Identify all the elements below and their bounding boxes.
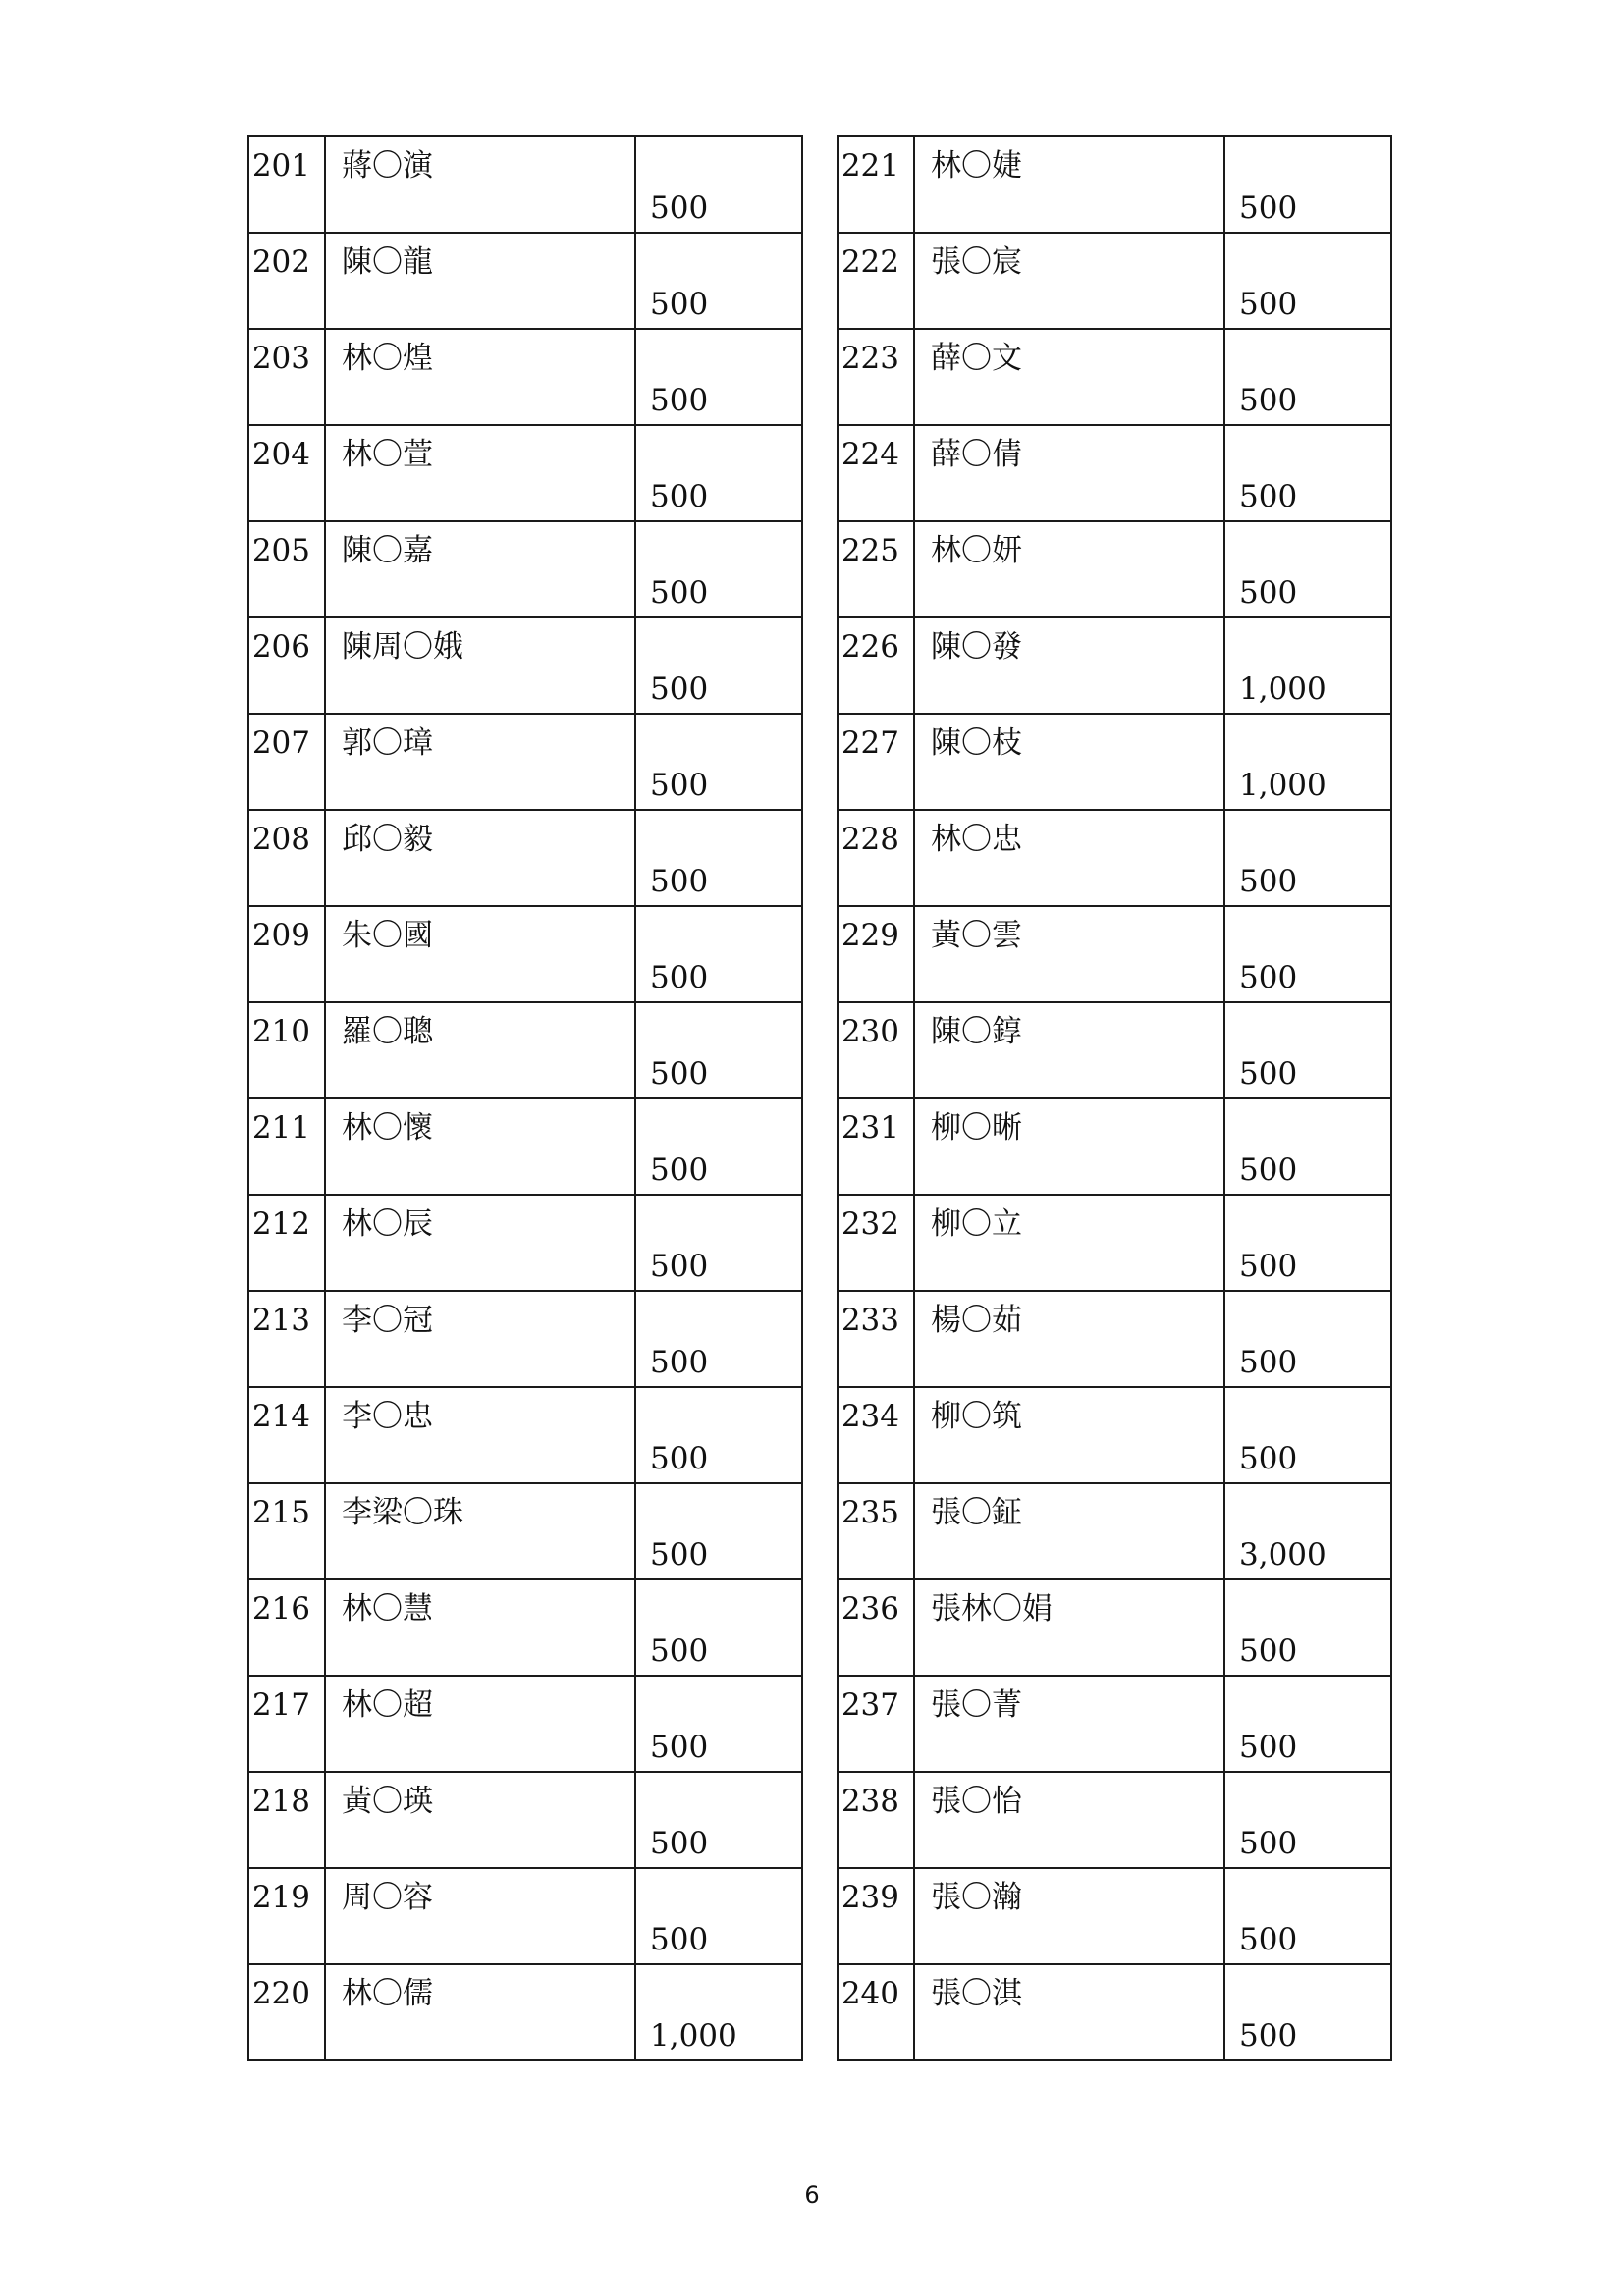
- table-row: [838, 714, 1391, 810]
- donor-number: 226: [838, 617, 914, 714]
- table-row: [838, 329, 1391, 425]
- donation-amount: 500: [1224, 425, 1391, 521]
- donor-name: 邱〇毅: [325, 810, 635, 906]
- table-row: [248, 1579, 802, 1676]
- donor-number: 235: [838, 1483, 914, 1579]
- table-row: [838, 1868, 1391, 1964]
- donor-number: 237: [838, 1676, 914, 1772]
- donor-number: 238: [838, 1772, 914, 1868]
- donation-amount: 500: [635, 906, 802, 1002]
- donor-name: 柳〇晰: [914, 1098, 1224, 1195]
- donor-name: 黃〇雲: [914, 906, 1224, 1002]
- donor-name: 陳〇枝: [914, 714, 1224, 810]
- donor-number: 209: [248, 906, 325, 1002]
- donor-name: 薛〇文: [914, 329, 1224, 425]
- table-row: [838, 521, 1391, 617]
- table-row: [248, 1772, 802, 1868]
- donation-amount: 500: [1224, 233, 1391, 329]
- donor-name: 張林〇娟: [914, 1579, 1224, 1676]
- table-row: [248, 617, 802, 714]
- donation-amount: 500: [1224, 1098, 1391, 1195]
- table-row: [248, 1964, 802, 2060]
- donor-number: 231: [838, 1098, 914, 1195]
- donation-amount: 500: [1224, 1772, 1391, 1868]
- donor-name: 林〇萱: [325, 425, 635, 521]
- donation-amount: 1,000: [1224, 617, 1391, 714]
- donor-name: 黃〇瑛: [325, 1772, 635, 1868]
- donation-amount: 500: [635, 1579, 802, 1676]
- donor-number: 223: [838, 329, 914, 425]
- donation-amount: 500: [635, 1098, 802, 1195]
- donor-number: 205: [248, 521, 325, 617]
- donor-number: 236: [838, 1579, 914, 1676]
- donation-amount: 500: [1224, 1002, 1391, 1098]
- donation-amount: 500: [1224, 1387, 1391, 1483]
- donation-amount: 500: [635, 1868, 802, 1964]
- donor-number: 219: [248, 1868, 325, 1964]
- donation-amount: 500: [635, 1772, 802, 1868]
- donor-name: 蔣〇演: [325, 136, 635, 233]
- donor-number: 212: [248, 1195, 325, 1291]
- donor-number: 220: [248, 1964, 325, 2060]
- donation-amount: 500: [635, 136, 802, 233]
- donation-amount: 500: [1224, 810, 1391, 906]
- donor-table-left: [247, 135, 803, 2061]
- table-row: [838, 1579, 1391, 1676]
- donation-amount: 500: [1224, 136, 1391, 233]
- donor-number: 218: [248, 1772, 325, 1868]
- donor-name: 林〇慧: [325, 1579, 635, 1676]
- donation-amount: 500: [1224, 906, 1391, 1002]
- donation-amount: 500: [635, 521, 802, 617]
- donation-amount: 500: [635, 1195, 802, 1291]
- table-row: [838, 233, 1391, 329]
- table-row: [838, 1291, 1391, 1387]
- donation-amount: 500: [635, 810, 802, 906]
- donor-number: 216: [248, 1579, 325, 1676]
- donor-number: 206: [248, 617, 325, 714]
- table-row: [248, 233, 802, 329]
- table-row: [248, 1098, 802, 1195]
- donation-amount: 1,000: [635, 1964, 802, 2060]
- table-row: [248, 1291, 802, 1387]
- donor-name: 陳〇嘉: [325, 521, 635, 617]
- donor-name: 李〇冠: [325, 1291, 635, 1387]
- donation-amount: 500: [1224, 1291, 1391, 1387]
- table-row: [248, 714, 802, 810]
- donor-name: 林〇煌: [325, 329, 635, 425]
- donation-amount: 500: [1224, 1195, 1391, 1291]
- donor-name: 林〇儒: [325, 1964, 635, 2060]
- donor-name: 林〇妍: [914, 521, 1224, 617]
- table-row: [248, 1195, 802, 1291]
- table-row: [838, 136, 1391, 233]
- donor-number: 240: [838, 1964, 914, 2060]
- donor-name: 朱〇國: [325, 906, 635, 1002]
- donor-name: 李梁〇珠: [325, 1483, 635, 1579]
- donor-name: 柳〇立: [914, 1195, 1224, 1291]
- donation-amount: 500: [635, 1676, 802, 1772]
- table-row: [248, 1387, 802, 1483]
- donor-name: 林〇辰: [325, 1195, 635, 1291]
- table-row: [838, 617, 1391, 714]
- donor-number: 227: [838, 714, 914, 810]
- table-row: [838, 810, 1391, 906]
- table-row: [248, 1868, 802, 1964]
- donor-name: 張〇怡: [914, 1772, 1224, 1868]
- table-row: [248, 1002, 802, 1098]
- donor-name: 林〇懷: [325, 1098, 635, 1195]
- donation-amount: 500: [1224, 1676, 1391, 1772]
- table-row: [248, 906, 802, 1002]
- table-row: [838, 1195, 1391, 1291]
- donor-name: 林〇忠: [914, 810, 1224, 906]
- table-row: [838, 1676, 1391, 1772]
- table-row: [248, 136, 802, 233]
- donor-name: 李〇忠: [325, 1387, 635, 1483]
- table-row: [248, 1483, 802, 1579]
- donor-name: 張〇瀚: [914, 1868, 1224, 1964]
- donor-name: 薛〇倩: [914, 425, 1224, 521]
- donor-name: 周〇容: [325, 1868, 635, 1964]
- donor-number: 202: [248, 233, 325, 329]
- donor-name: 張〇鉦: [914, 1483, 1224, 1579]
- donation-amount: 1,000: [1224, 714, 1391, 810]
- donor-name: 張〇宸: [914, 233, 1224, 329]
- donation-amount: 500: [635, 1002, 802, 1098]
- donation-amount: 500: [635, 329, 802, 425]
- donor-name: 柳〇筑: [914, 1387, 1224, 1483]
- donor-number: 228: [838, 810, 914, 906]
- donor-name: 林〇超: [325, 1676, 635, 1772]
- donor-name: 林〇婕: [914, 136, 1224, 233]
- donor-number: 234: [838, 1387, 914, 1483]
- table-row: [838, 1483, 1391, 1579]
- donation-amount: 500: [635, 617, 802, 714]
- donor-number: 204: [248, 425, 325, 521]
- donor-number: 214: [248, 1387, 325, 1483]
- donor-number: 211: [248, 1098, 325, 1195]
- table-row: [248, 425, 802, 521]
- table-row: [248, 521, 802, 617]
- donation-amount: 500: [1224, 329, 1391, 425]
- donor-name: 張〇菁: [914, 1676, 1224, 1772]
- table-row: [248, 810, 802, 906]
- table-row: [838, 906, 1391, 1002]
- donation-amount: 500: [1224, 521, 1391, 617]
- donor-number: 210: [248, 1002, 325, 1098]
- table-row: [838, 1002, 1391, 1098]
- table-row: [838, 425, 1391, 521]
- table-row: [838, 1964, 1391, 2060]
- donation-amount: 500: [635, 1483, 802, 1579]
- donor-name: 楊〇茹: [914, 1291, 1224, 1387]
- donor-number: 239: [838, 1868, 914, 1964]
- donation-amount: 500: [635, 233, 802, 329]
- table-row: [248, 1676, 802, 1772]
- donor-name: 陳〇錞: [914, 1002, 1224, 1098]
- donor-number: 201: [248, 136, 325, 233]
- donor-number: 213: [248, 1291, 325, 1387]
- donation-amount: 500: [1224, 1964, 1391, 2060]
- donor-table-left-body: [248, 136, 802, 2060]
- donor-number: 207: [248, 714, 325, 810]
- donor-name: 陳周〇娥: [325, 617, 635, 714]
- table-row: [248, 329, 802, 425]
- table-row: [838, 1098, 1391, 1195]
- donor-name: 郭〇璋: [325, 714, 635, 810]
- donor-name: 羅〇聰: [325, 1002, 635, 1098]
- donor-number: 230: [838, 1002, 914, 1098]
- donor-number: 221: [838, 136, 914, 233]
- donation-amount: 500: [635, 425, 802, 521]
- donor-name: 陳〇發: [914, 617, 1224, 714]
- donation-amount: 500: [1224, 1868, 1391, 1964]
- donor-number: 215: [248, 1483, 325, 1579]
- donor-table-right-body: [838, 136, 1391, 2060]
- table-row: [838, 1387, 1391, 1483]
- donation-amount: 500: [1224, 1579, 1391, 1676]
- donor-number: 208: [248, 810, 325, 906]
- donor-table-right: [837, 135, 1392, 2061]
- donation-amount: 500: [635, 714, 802, 810]
- donor-number: 203: [248, 329, 325, 425]
- donor-number: 229: [838, 906, 914, 1002]
- donation-amount: 500: [635, 1291, 802, 1387]
- donor-number: 225: [838, 521, 914, 617]
- page-number: 6: [804, 2181, 820, 2209]
- donor-name: 陳〇龍: [325, 233, 635, 329]
- donor-number: 232: [838, 1195, 914, 1291]
- donor-number: 233: [838, 1291, 914, 1387]
- donation-amount: 3,000: [1224, 1483, 1391, 1579]
- donor-number: 224: [838, 425, 914, 521]
- donor-name: 張〇淇: [914, 1964, 1224, 2060]
- donor-number: 217: [248, 1676, 325, 1772]
- donor-number: 222: [838, 233, 914, 329]
- donation-amount: 500: [635, 1387, 802, 1483]
- table-row: [838, 1772, 1391, 1868]
